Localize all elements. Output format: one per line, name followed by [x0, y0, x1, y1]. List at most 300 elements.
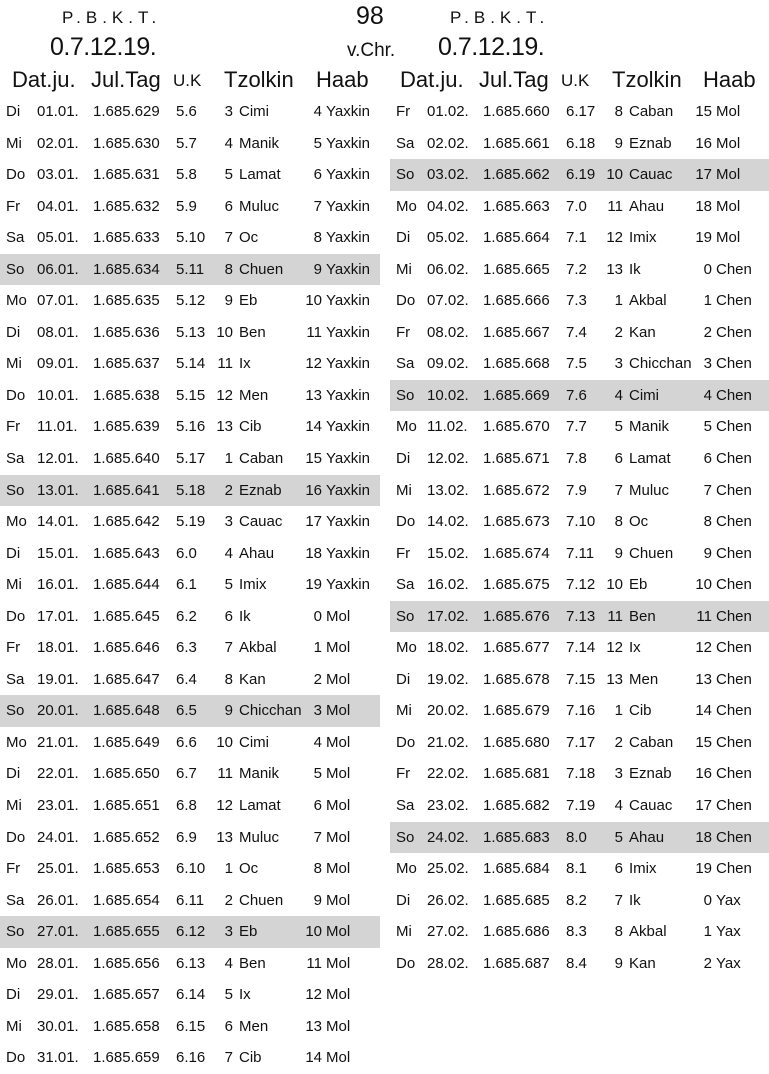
haab-name: Chen — [716, 576, 752, 594]
tzolkin-name: Muluc — [239, 197, 280, 215]
julian-day: 1.685.675 — [483, 576, 550, 594]
tzolkin-number: 10 — [606, 166, 623, 184]
haab-name: Mol — [326, 860, 351, 878]
table-row — [390, 506, 769, 538]
haab-number: 13 — [305, 1017, 322, 1035]
julian-day: 1.685.668 — [483, 355, 550, 373]
uk-value: 6.14 — [176, 986, 206, 1004]
weekday: Sa — [6, 891, 25, 909]
table-row — [390, 191, 769, 223]
tzolkin-number: 12 — [216, 386, 233, 404]
uk-value: 5.13 — [176, 323, 206, 341]
weekday: Do — [6, 386, 26, 404]
tzolkin-name: Kan — [629, 323, 656, 341]
uk-value: 5.7 — [176, 134, 197, 152]
tzolkin-name: Caban — [239, 450, 284, 468]
uk-value: 7.1 — [566, 229, 587, 247]
haab-number: 3 — [313, 702, 322, 720]
tzolkin-name: Ben — [239, 954, 266, 972]
julian-day: 1.685.650 — [93, 765, 160, 783]
table-row-sunday — [0, 695, 380, 727]
tzolkin-name: Muluc — [629, 481, 670, 499]
weekday: So — [396, 607, 415, 625]
haab-number: 0 — [313, 607, 322, 625]
julian-day: 1.685.679 — [483, 702, 550, 720]
table-row — [390, 538, 769, 570]
haab-name: Yax — [716, 891, 741, 909]
uk-value: 7.12 — [566, 576, 596, 594]
date: 14.02. — [427, 513, 469, 531]
long-count: 0.7.12.19. — [438, 33, 545, 61]
uk-value: 6.9 — [176, 828, 197, 846]
tzolkin-number: 3 — [224, 513, 233, 531]
weekday: Do — [6, 607, 26, 625]
tzolkin-number: 1 — [224, 450, 233, 468]
haab-number: 7 — [313, 197, 322, 215]
page-number: 98 — [356, 2, 384, 30]
rows — [0, 96, 380, 1074]
uk-value: 7.6 — [566, 386, 587, 404]
haab-name: Mol — [716, 229, 741, 247]
uk-value: 7.15 — [566, 670, 596, 688]
tzolkin-name: Ik — [629, 891, 641, 909]
haab-number: 17 — [305, 513, 322, 531]
uk-value: 6.10 — [176, 860, 206, 878]
tzolkin-name: Eznab — [629, 134, 672, 152]
tzolkin-number: 13 — [216, 418, 233, 436]
uk-value: 7.10 — [566, 513, 596, 531]
date: 17.01. — [37, 607, 79, 625]
uk-value: 5.17 — [176, 450, 206, 468]
table-row — [390, 948, 769, 980]
header-julian-day: Jul.Tag — [91, 67, 161, 92]
date: 30.01. — [37, 1017, 79, 1035]
haab-number: 11 — [306, 323, 322, 341]
header-haab: Haab — [703, 67, 756, 92]
uk-value: 5.9 — [176, 197, 197, 215]
uk-value: 6.3 — [176, 639, 197, 657]
weekday: Sa — [6, 450, 25, 468]
haab-number: 16 — [305, 481, 322, 499]
julian-day: 1.685.648 — [93, 702, 160, 720]
date: 25.01. — [37, 860, 79, 878]
table-row — [0, 191, 380, 223]
tzolkin-name: Lamat — [239, 166, 281, 184]
table-row — [0, 664, 380, 696]
uk-value: 7.3 — [566, 292, 587, 310]
uk-value: 5.12 — [176, 292, 206, 310]
haab-number: 18 — [305, 544, 322, 562]
weekday: Di — [6, 986, 21, 1004]
uk-value: 7.14 — [566, 639, 596, 657]
date: 28.01. — [37, 954, 79, 972]
haab-name: Chen — [716, 765, 752, 783]
weekday: So — [396, 166, 415, 184]
haab-name: Yaxkin — [326, 355, 370, 373]
date: 19.01. — [37, 670, 79, 688]
julian-day: 1.685.670 — [483, 418, 550, 436]
tzolkin-number: 8 — [614, 923, 623, 941]
julian-day: 1.685.636 — [93, 323, 160, 341]
julian-day: 1.685.647 — [93, 670, 160, 688]
uk-value: 7.8 — [566, 450, 587, 468]
date: 01.02. — [427, 103, 469, 120]
weekday: Do — [6, 166, 26, 184]
tzolkin-name: Cimi — [239, 733, 269, 751]
haab-name: Mol — [716, 197, 741, 215]
uk-value: 8.0 — [566, 828, 587, 846]
haab-name: Chen — [716, 828, 752, 846]
uk-value: 7.17 — [566, 733, 596, 751]
tzolkin-name: Chicchan — [239, 702, 302, 720]
julian-day: 1.685.671 — [483, 450, 550, 468]
uk-value: 5.16 — [176, 418, 206, 436]
date: 22.01. — [37, 765, 79, 783]
julian-day: 1.685.685 — [483, 891, 550, 909]
tzolkin-number: 9 — [224, 702, 233, 720]
uk-value: 7.7 — [566, 418, 587, 436]
date: 10.01. — [37, 386, 79, 404]
date: 24.02. — [427, 828, 469, 846]
weekday: Mi — [396, 481, 412, 499]
julian-day: 1.685.649 — [93, 733, 160, 751]
tzolkin-number: 9 — [614, 954, 623, 972]
haab-name: Mol — [326, 607, 351, 625]
tzolkin-name: Chicchan — [629, 355, 692, 373]
julian-day: 1.685.677 — [483, 639, 550, 657]
weekday: Di — [6, 323, 21, 341]
header-julian-day: Jul.Tag — [479, 67, 549, 92]
haab-number: 15 — [305, 450, 322, 468]
haab-name: Yaxkin — [326, 166, 370, 184]
haab-name: Mol — [326, 765, 351, 783]
haab-name: Mol — [326, 828, 351, 846]
tzolkin-name: Akbal — [629, 292, 667, 310]
date: 21.01. — [37, 733, 79, 751]
table-row-sunday — [0, 254, 380, 286]
haab-name: Yaxkin — [326, 103, 370, 120]
date: 14.01. — [37, 513, 79, 531]
julian-day: 1.685.630 — [93, 134, 160, 152]
weekday: Mo — [396, 639, 417, 657]
header-haab: Haab — [316, 67, 369, 92]
table-row — [390, 885, 769, 917]
julian-day: 1.685.667 — [483, 323, 550, 341]
julian-day: 1.685.639 — [93, 418, 160, 436]
haab-name: Yaxkin — [326, 197, 370, 215]
date: 27.01. — [37, 923, 79, 941]
tzolkin-name: Ahau — [239, 544, 275, 562]
haab-name: Chen — [716, 292, 752, 310]
haab-name: Mol — [326, 891, 351, 909]
weekday: Mo — [6, 733, 27, 751]
tzolkin-number: 4 — [224, 544, 233, 562]
haab-number: 2 — [703, 323, 712, 341]
haab-number: 19 — [305, 576, 322, 594]
tzolkin-name: Lamat — [629, 450, 671, 468]
julian-day: 1.685.662 — [483, 166, 550, 184]
weekday: Fr — [6, 418, 21, 436]
julian-day: 1.685.646 — [93, 639, 160, 657]
julian-day: 1.685.644 — [93, 576, 160, 594]
haab-name: Chen — [716, 733, 752, 751]
haab-number: 11 — [696, 607, 712, 625]
table-row — [0, 979, 380, 1011]
table-row — [0, 853, 380, 885]
table-row — [390, 695, 769, 727]
tzolkin-name: Men — [239, 1017, 269, 1035]
haab-name: Chen — [716, 355, 752, 373]
uk-value: 8.2 — [566, 891, 587, 909]
table-row — [0, 885, 380, 917]
julian-day: 1.685.681 — [483, 765, 550, 783]
table-row — [0, 96, 380, 128]
haab-number: 5 — [313, 765, 322, 783]
julian-day: 1.685.645 — [93, 607, 160, 625]
date: 31.01. — [37, 1049, 79, 1067]
table-row — [390, 128, 769, 160]
date: 18.02. — [427, 639, 469, 657]
date: 28.02. — [427, 954, 469, 972]
tzolkin-number: 2 — [614, 733, 623, 751]
date: 05.02. — [427, 229, 469, 247]
table-row — [390, 96, 769, 128]
haab-number: 8 — [313, 229, 322, 247]
tzolkin-number: 4 — [614, 797, 623, 815]
haab-name: Mol — [716, 134, 741, 152]
tzolkin-name: Caban — [629, 103, 674, 120]
haab-name: Chen — [716, 481, 752, 499]
date: 10.02. — [427, 386, 469, 404]
weekday: Di — [6, 765, 21, 783]
uk-value: 7.18 — [566, 765, 596, 783]
date: 08.01. — [37, 323, 79, 341]
tzolkin-number: 7 — [224, 639, 233, 657]
tzolkin-name: Eb — [239, 292, 258, 310]
header-date: Dat.ju. — [400, 67, 464, 92]
haab-number: 19 — [695, 229, 712, 247]
weekday: Fr — [6, 639, 21, 657]
tzolkin-number: 1 — [614, 292, 623, 310]
julian-day: 1.685.682 — [483, 797, 550, 815]
tzolkin-number: 6 — [224, 607, 233, 625]
haab-number: 5 — [703, 418, 712, 436]
julian-day: 1.685.674 — [483, 544, 550, 562]
haab-name: Yaxkin — [326, 544, 370, 562]
uk-value: 6.16 — [176, 1049, 206, 1067]
tzolkin-name: Lamat — [239, 797, 281, 815]
tzolkin-number: 11 — [607, 197, 623, 215]
weekday: Di — [396, 891, 411, 909]
table-row — [390, 317, 769, 349]
haab-name: Mol — [326, 1049, 351, 1067]
julian-day: 1.685.643 — [93, 544, 160, 562]
haab-name: Chen — [716, 260, 752, 278]
uk-value: 5.10 — [176, 229, 206, 247]
haab-name: Mol — [326, 670, 351, 688]
tzolkin-number: 4 — [224, 134, 233, 152]
uk-value: 7.0 — [566, 197, 587, 215]
weekday: Mi — [396, 923, 412, 941]
tzolkin-name: Eb — [629, 576, 648, 594]
haab-name: Mol — [326, 702, 351, 720]
haab-number: 12 — [305, 986, 322, 1004]
table-row — [0, 727, 380, 759]
weekday: Mi — [6, 1017, 22, 1035]
table-row — [390, 916, 769, 948]
tzolkin-name: Ahau — [629, 828, 665, 846]
table-row — [390, 254, 769, 286]
date: 11.02. — [427, 418, 468, 436]
tzolkin-name: Imix — [629, 860, 657, 878]
tzolkin-number: 12 — [606, 229, 623, 247]
tzolkin-number: 6 — [614, 450, 623, 468]
haab-name: Chen — [716, 860, 752, 878]
haab-number: 17 — [695, 797, 712, 815]
haab-number: 9 — [703, 544, 712, 562]
date: 09.02. — [427, 355, 469, 373]
tzolkin-number: 10 — [606, 576, 623, 594]
haab-number: 15 — [695, 733, 712, 751]
haab-number: 7 — [313, 828, 322, 846]
uk-value: 6.13 — [176, 954, 206, 972]
weekday: Fr — [6, 197, 21, 215]
uk-value: 8.1 — [566, 860, 587, 878]
table-row — [390, 664, 769, 696]
weekday: Mi — [6, 797, 22, 815]
haab-number: 10 — [695, 576, 712, 594]
uk-value: 6.0 — [176, 544, 197, 562]
table-row — [0, 1011, 380, 1043]
table-row — [0, 569, 380, 601]
julian-day: 1.685.655 — [93, 923, 160, 941]
uk-value: 5.8 — [176, 166, 197, 184]
date: 18.01. — [37, 639, 79, 657]
haab-name: Chen — [716, 418, 752, 436]
haab-number: 17 — [695, 166, 712, 184]
weekday: So — [6, 481, 25, 499]
haab-name: Chen — [716, 639, 752, 657]
tzolkin-number: 11 — [217, 355, 233, 373]
tzolkin-name: Eznab — [239, 481, 282, 499]
tzolkin-number: 13 — [606, 260, 623, 278]
haab-name: Chen — [716, 544, 752, 562]
uk-value: 6.15 — [176, 1017, 206, 1035]
haab-name: Yaxkin — [326, 323, 370, 341]
weekday: Fr — [396, 765, 411, 783]
haab-number: 6 — [313, 166, 322, 184]
uk-value: 6.19 — [566, 166, 596, 184]
date: 13.01. — [37, 481, 79, 499]
uk-value: 7.16 — [566, 702, 596, 720]
haab-name: Yax — [716, 954, 741, 972]
haab-name: Mol — [716, 103, 741, 120]
table-row — [390, 758, 769, 790]
tzolkin-number: 13 — [216, 828, 233, 846]
haab-name: Yaxkin — [326, 229, 370, 247]
haab-number: 1 — [703, 923, 712, 941]
date: 04.01. — [37, 197, 79, 215]
julian-day: 1.685.659 — [93, 1049, 160, 1067]
table-row — [0, 601, 380, 633]
tzolkin-number: 11 — [607, 607, 623, 625]
haab-number: 9 — [313, 260, 322, 278]
tzolkin-name: Manik — [629, 418, 670, 436]
table-row-sunday — [0, 475, 380, 507]
haab-name: Yax — [716, 923, 741, 941]
weekday: Sa — [396, 797, 415, 815]
haab-number: 11 — [306, 954, 322, 972]
haab-number: 5 — [313, 134, 322, 152]
table-row — [0, 632, 380, 664]
uk-value: 6.2 — [176, 607, 197, 625]
uk-value: 6.6 — [176, 733, 197, 751]
date: 07.01. — [37, 292, 79, 310]
date: 23.02. — [427, 797, 469, 815]
weekday: Di — [396, 229, 411, 247]
haab-number: 8 — [313, 860, 322, 878]
julian-day: 1.685.663 — [483, 197, 550, 215]
uk-value: 7.19 — [566, 797, 596, 815]
tzolkin-name: Imix — [239, 576, 267, 594]
tzolkin-number: 11 — [217, 765, 233, 783]
date: 23.01. — [37, 797, 79, 815]
haab-name: Chen — [716, 607, 752, 625]
haab-name: Yaxkin — [326, 292, 370, 310]
weekday: Sa — [396, 355, 415, 373]
julian-day: 1.685.652 — [93, 828, 160, 846]
haab-name: Mol — [326, 1017, 351, 1035]
uk-value: 7.4 — [566, 323, 587, 341]
haab-number: 14 — [305, 418, 322, 436]
uk-value: 7.9 — [566, 481, 587, 499]
tzolkin-name: Ik — [239, 607, 251, 625]
table-row — [0, 380, 380, 412]
tzolkin-name: Manik — [239, 765, 280, 783]
table-row — [0, 538, 380, 570]
haab-number: 3 — [703, 355, 712, 373]
weekday: Mi — [6, 576, 22, 594]
haab-number: 12 — [695, 639, 712, 657]
tzolkin-number: 6 — [224, 197, 233, 215]
date: 15.02. — [427, 544, 469, 562]
uk-value: 5.18 — [176, 481, 206, 499]
weekday: So — [396, 386, 415, 404]
julian-day: 1.685.641 — [93, 481, 160, 499]
uk-value: 6.11 — [176, 891, 205, 909]
table-row — [390, 222, 769, 254]
table-row — [0, 506, 380, 538]
tzolkin-name: Muluc — [239, 828, 280, 846]
weekday: Sa — [396, 576, 415, 594]
table-row-sunday — [390, 159, 769, 191]
haab-number: 16 — [695, 134, 712, 152]
haab-name: Mol — [326, 954, 351, 972]
tzolkin-name: Cimi — [629, 386, 659, 404]
weekday: Mo — [396, 197, 417, 215]
weekday: Do — [6, 1049, 26, 1067]
table-row — [390, 285, 769, 317]
date: 01.01. — [37, 103, 79, 120]
tzolkin-number: 12 — [216, 797, 233, 815]
weekday: Sa — [6, 670, 25, 688]
tzolkin-name: Men — [239, 386, 269, 404]
tzolkin-number: 3 — [224, 103, 233, 120]
haab-name: Mol — [326, 986, 351, 1004]
haab-name: Mol — [326, 733, 351, 751]
tzolkin-name: Ben — [239, 323, 266, 341]
haab-number: 2 — [313, 670, 322, 688]
